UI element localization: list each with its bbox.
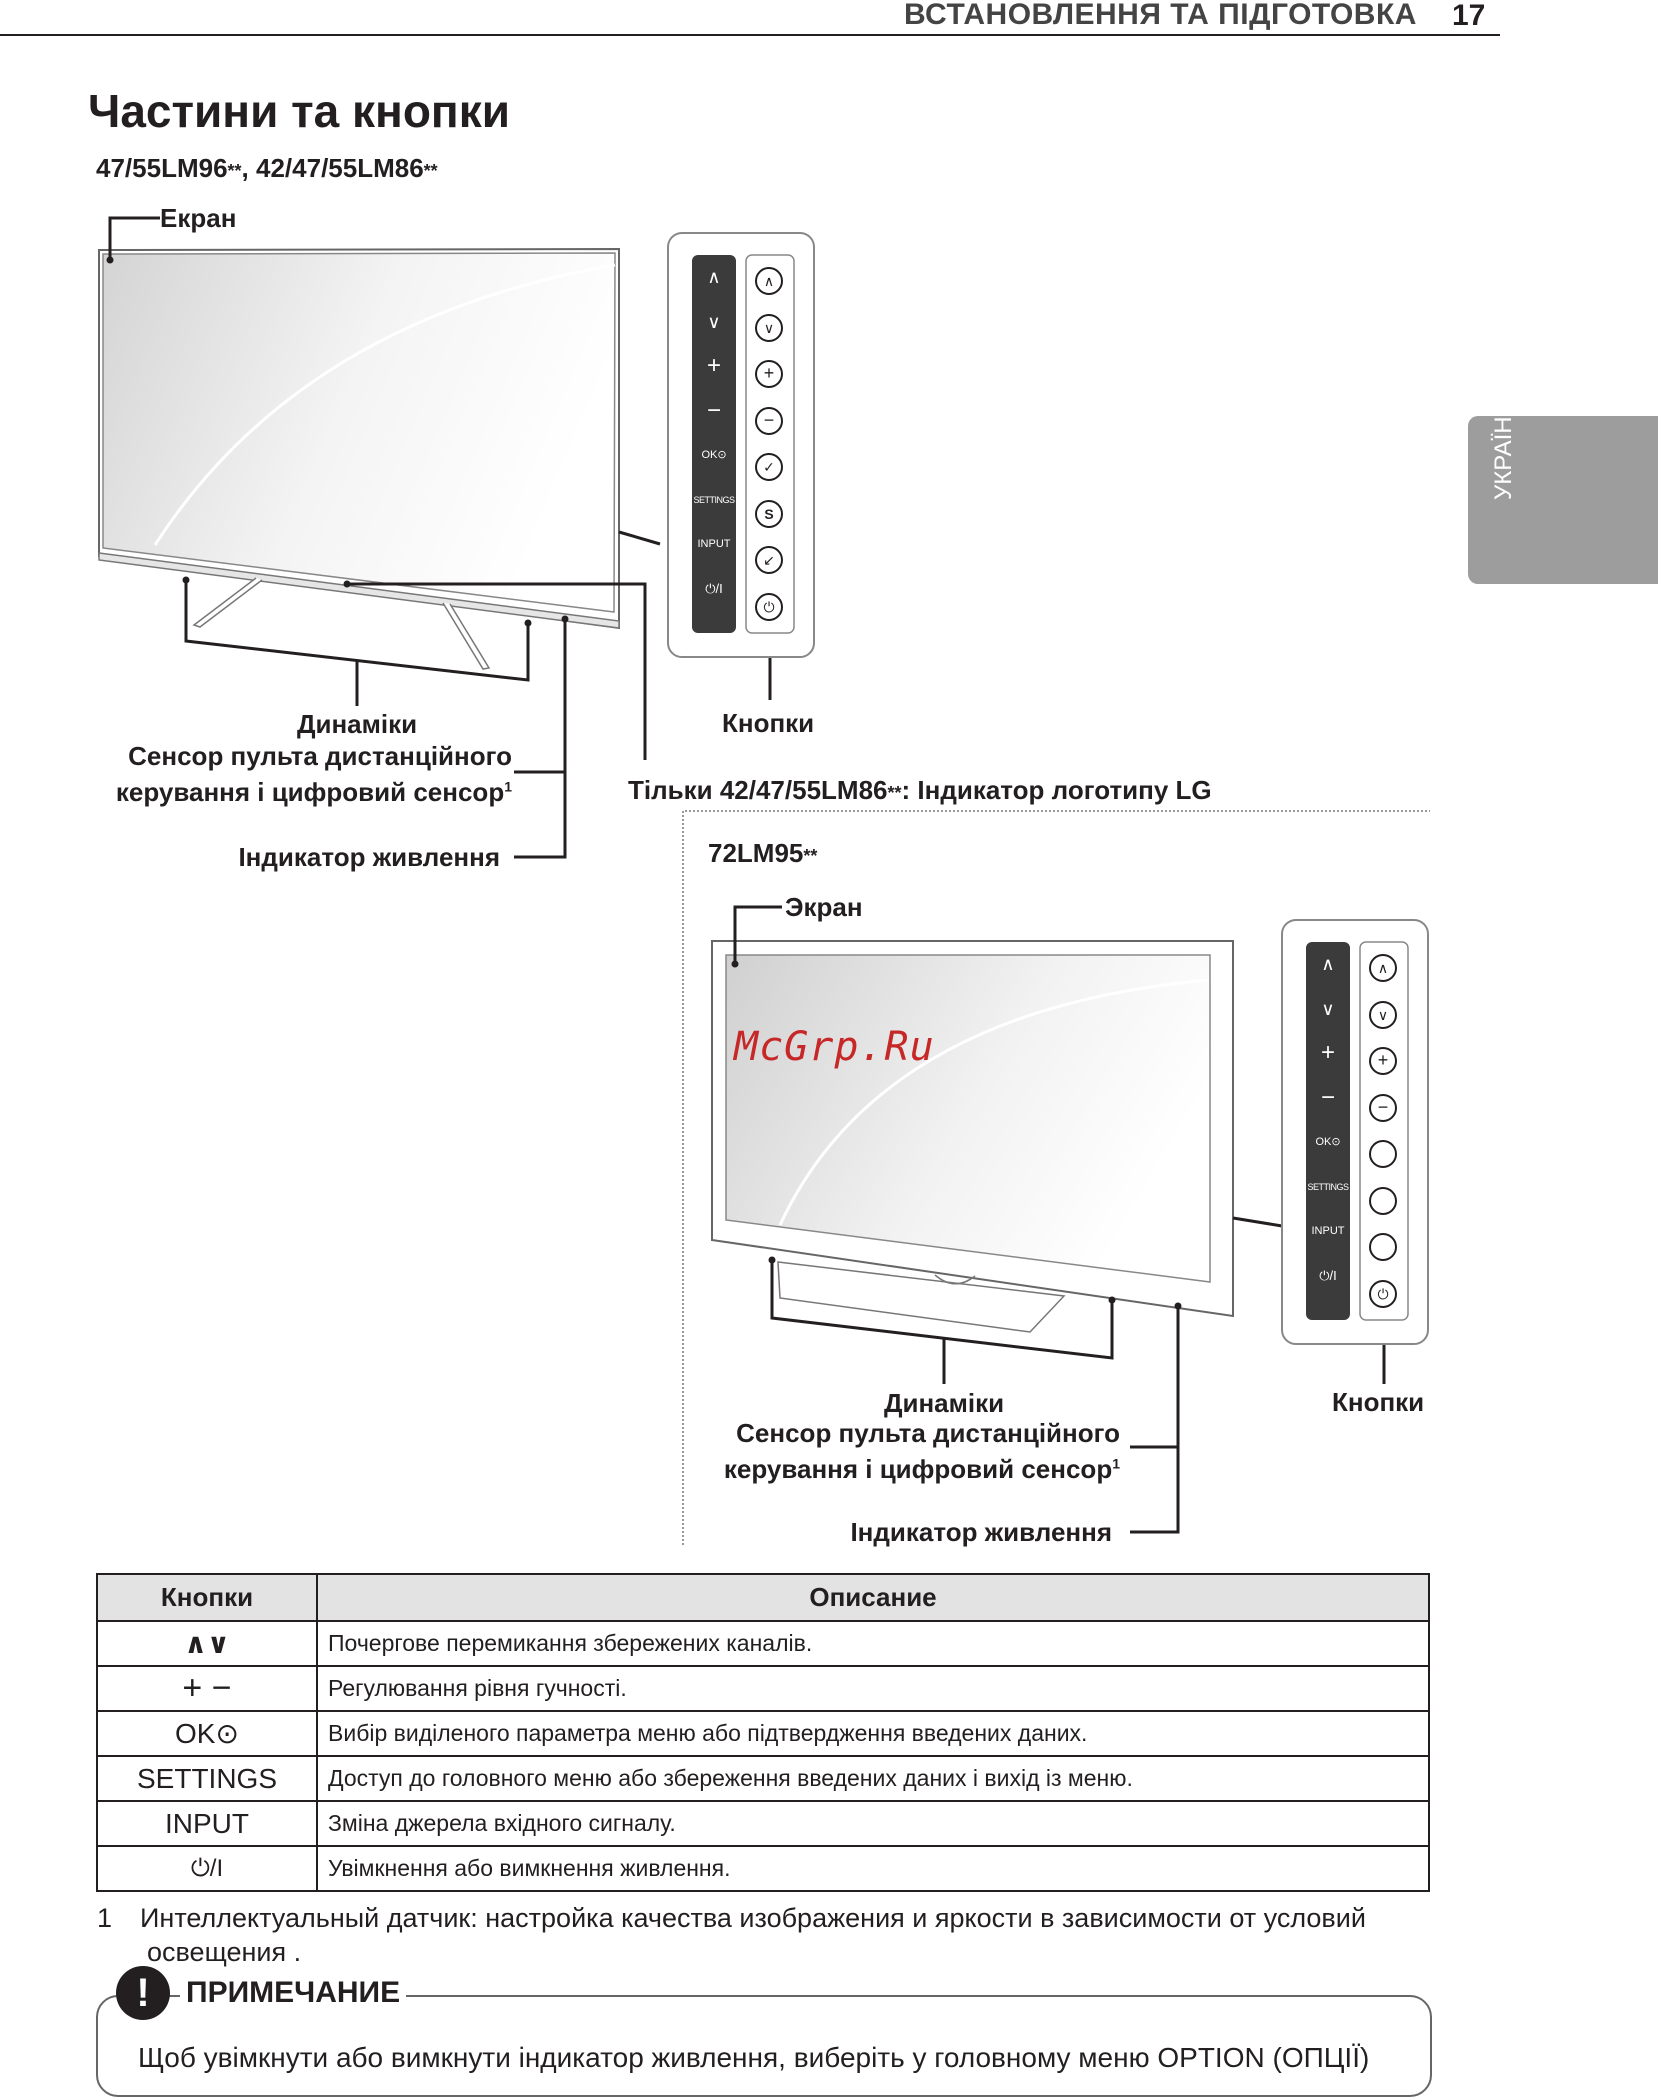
panel1-plus-label: + [706,352,721,379]
table-row [97,1801,1429,1846]
table-row [97,1846,1429,1891]
model1-name: 47/55LM96 [96,153,228,183]
model1-sensor-label-2 [60,777,512,808]
panel2-plus-icon: + [1369,1047,1397,1075]
tv2-frame [712,941,1233,1332]
model1-sensor-footnote-mark: 1 [504,778,512,795]
footnote-number: 1 [97,1903,113,1933]
panel2-minus-label: − [1320,1083,1335,1111]
footnote-line2: освещения . [147,1937,302,1967]
panel1-minus-icon: − [755,407,783,435]
panel1-settings-label: SETTINGS [693,494,735,505]
model2-speakers-label: Динаміки [883,1388,1005,1418]
panel2-icons [1369,954,1399,1308]
panel1-down-icon: ∨ [755,314,783,342]
panel1-minus-label: − [706,396,721,424]
model1-name2-stars: ** [423,161,438,181]
panel1-ok-icon: ✓ [755,453,783,481]
tv1-frame [99,249,619,669]
panel2-ok-icon [1369,1140,1397,1168]
panel2-ok-label: OK⊙ [1315,1136,1341,1148]
table-row [97,1621,1429,1666]
panel2-up-label: ∧ [1321,954,1335,974]
footnote-line1: Интеллектуальный датчик: настройка качества изображения и яркости в зависимости от условий [140,1903,1366,1933]
note-text: Щоб увімкнути або вимкнути індикатор живлення, виберіть у головному меню OPTION (ОПЦІЇ) [138,2042,1370,2073]
page-number: 17 [1452,0,1486,32]
model1-name-separator: , [241,153,256,183]
model1-name2: 42/47/55LM86 [256,153,424,183]
panel1-labels [692,262,736,618]
model1-logo-label [628,775,1212,806]
model1-screen-label: Екран [160,203,237,233]
panel1-settings-icon: S [755,500,783,528]
table-row [97,1756,1429,1801]
table-cell-desc: Доступ до головного меню або збереження введених даних і вихід із меню. [317,1756,1429,1801]
model1-logo-label-suffix: : Індикатор логотипу LG [901,775,1212,805]
model2-buttons-label: Кнопки [1332,1387,1425,1417]
button-panel-1 [668,233,814,657]
model2-power-label: Індикатор живлення [850,1517,1112,1547]
table-cell-key: OK⊙ [97,1711,317,1756]
model2-sensor-label-2 [660,1454,1120,1485]
model1-sensor-label-1: Сенсор пульта дистанційного [128,741,512,771]
table-cell-desc: Вибір виділеного параметра меню або підтвердження введених даних. [317,1711,1429,1756]
watermark: McGrp.Ru [734,1024,935,1070]
table-row [97,1711,1429,1756]
note-title: ПРИМЕЧАНИЕ [180,1976,406,2010]
panel1-down-label: ∨ [707,311,721,332]
buttons-table [96,1573,1430,1892]
model1-power-label: Індикатор живлення [238,842,500,872]
panel1-ok-label: OK⊙ [701,449,727,461]
model2-name-stars: ** [803,846,818,866]
page-title: Частини та кнопки [88,85,511,137]
model1-logo-label-stars: ** [887,783,902,803]
model1-buttons-label: Кнопки [722,708,815,738]
col-description-header: Описание [317,1574,1429,1621]
panel2-plus-label: + [1320,1039,1335,1066]
panel1-input-label: INPUT [697,538,731,550]
model1-sensor-label-2-text: керування і цифровий сенсор [115,777,505,807]
table-cell-key: SETTINGS [97,1756,317,1801]
panel2-down-label: ∨ [1321,998,1335,1019]
table-row [97,1666,1429,1711]
panel1-input-icon: ↙ [755,546,783,574]
table-cell-desc: Зміна джерела вхідного сигналу. [317,1801,1429,1846]
panel1-up-icon: ∧ [755,267,783,295]
model1-speakers-label: Динаміки [296,709,418,739]
language-tab-label: УКРАЇНСЬКА [1490,353,1517,500]
table-cell-desc: Увімкнення або вимкнення живлення. [317,1846,1429,1891]
panel2-input-icon [1369,1233,1397,1261]
model2-sensor-label-1: Сенсор пульта дистанційного [736,1418,1120,1448]
model2-sensor-footnote-mark: 1 [1112,1455,1120,1472]
table-cell-key: ∧∨ [97,1621,317,1666]
panel1-up-label: ∧ [707,267,721,287]
panel2-power-label: ⏻/I [1319,1267,1337,1283]
section-title: ВСТАНОВЛЕННЯ ТА ПІДГОТОВКА [904,0,1417,31]
panel2-settings-label: SETTINGS [1307,1181,1349,1192]
table-cell-key: + − [97,1666,317,1711]
panel2-down-icon: ∨ [1369,1001,1397,1029]
panel2-up-icon: ∧ [1369,954,1397,982]
model2-heading [708,838,817,869]
panel2-input-label: INPUT [1311,1225,1345,1237]
panel1-power-icon: ⏻ [755,593,783,621]
model1-name-stars: ** [227,161,242,181]
model2-name: 72LM95 [708,838,804,868]
panel2-power-icon: ⏻ [1369,1280,1397,1308]
panel2-settings-icon [1369,1187,1397,1215]
table-cell-key: INPUT [97,1801,317,1846]
exclamation-icon: ! [116,1966,170,2020]
col-buttons-header: Кнопки [97,1574,317,1621]
panel2-minus-icon: − [1369,1094,1397,1122]
table-cell-key: ⏻/I [97,1846,317,1891]
table-header-row [97,1574,1429,1621]
panel1-icons [755,267,785,621]
panel1-power-label: ⏻/I [705,580,723,596]
table-cell-desc: Регулювання рівня гучності. [317,1666,1429,1711]
model2-screen-label: Экран [785,892,863,922]
panel1-plus-icon: + [755,360,783,388]
table-cell-desc: Почергове перемикання збережених каналів. [317,1621,1429,1666]
model1-logo-label-prefix: Тільки 42/47/55LM86 [628,775,888,805]
panel2-labels [1306,949,1350,1305]
model2-sensor-label-2-text: керування і цифровий сенсор [723,1454,1113,1484]
button-panel-2 [1282,920,1428,1344]
